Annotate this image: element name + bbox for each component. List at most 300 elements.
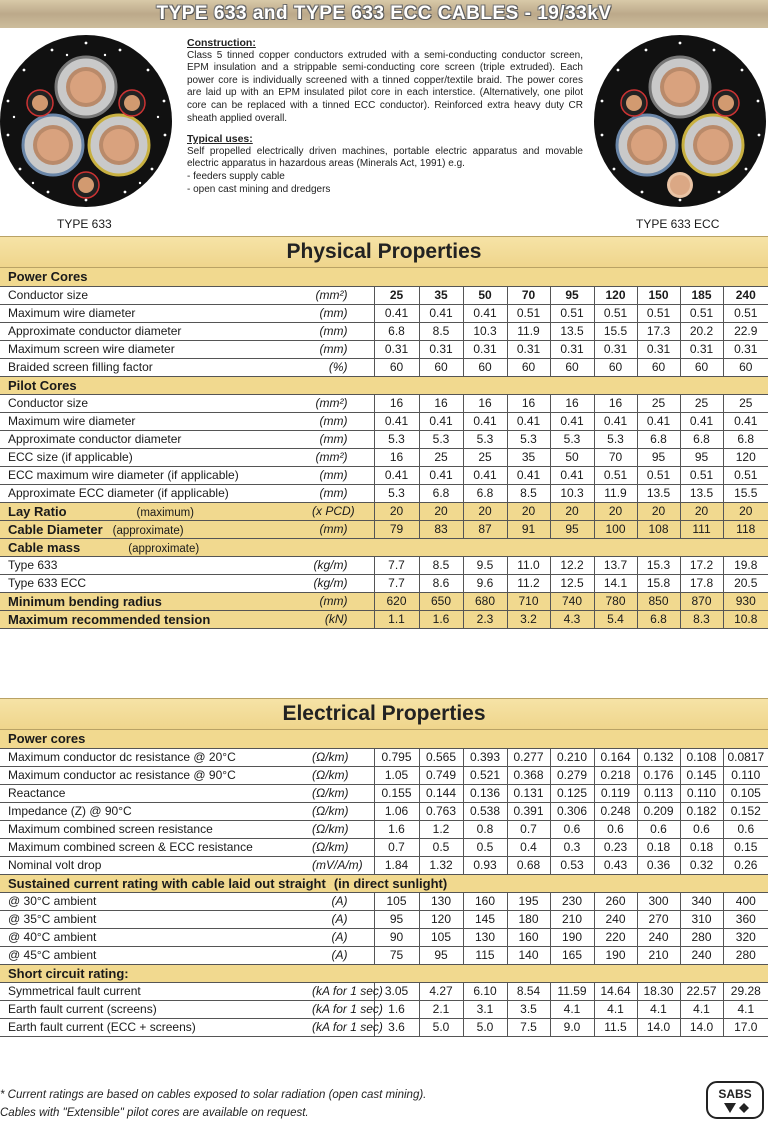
table-cell: 0.209 — [637, 802, 680, 820]
table-cell: 20 — [463, 502, 507, 520]
table-cell: 0.763 — [419, 802, 463, 820]
table-cell: 22.9 — [723, 322, 768, 340]
table-cell: 0.32 — [680, 856, 723, 874]
table-cell: 90 — [374, 928, 419, 946]
table-cell: 0.279 — [550, 766, 594, 784]
table-cell: 60 — [463, 358, 507, 376]
table-cell: 0.6 — [550, 820, 594, 838]
table-cell: 60 — [594, 358, 637, 376]
table-row — [0, 1018, 768, 1036]
row-unit: (mm²) — [312, 448, 374, 466]
table-cell: 0.105 — [723, 784, 768, 802]
table-cell: 0.41 — [507, 412, 550, 430]
row-label: Symmetrical fault current — [8, 984, 141, 998]
table-cell: 260 — [594, 892, 637, 910]
row-unit: (kg/m) — [312, 574, 374, 592]
row-unit: (mm) — [312, 322, 374, 340]
typical-uses-heading: Typical uses: — [187, 133, 253, 146]
row-label: Lay Ratio — [8, 503, 67, 519]
table-cell: 0.31 — [594, 340, 637, 358]
table-cell: 0.51 — [723, 466, 768, 484]
table-cell: 11.0 — [507, 556, 550, 574]
table-cell: 850 — [637, 592, 680, 610]
table-cell: 280 — [723, 946, 768, 964]
table-cell: 0.41 — [374, 466, 419, 484]
group-label: Sustained current rating with cable laid out straight — [8, 875, 326, 891]
table-cell: 20 — [680, 502, 723, 520]
table-cell: 25 — [374, 286, 419, 304]
row-unit: (A) — [312, 928, 374, 946]
electrical-properties-header: Electrical Properties — [0, 698, 768, 730]
table-cell: 310 — [680, 910, 723, 928]
table-cell: 1.06 — [374, 802, 419, 820]
table-cell: 14.0 — [637, 1018, 680, 1036]
table-cell: 1.05 — [374, 766, 419, 784]
group-note: (in direct sunlight) — [333, 875, 448, 891]
table-cell: 13.5 — [637, 484, 680, 502]
table-cell: 0.110 — [723, 766, 768, 784]
table-cell: 160 — [463, 892, 507, 910]
table-row — [0, 304, 768, 322]
table-cell: 0.23 — [594, 838, 637, 856]
table-cell: 95 — [637, 448, 680, 466]
table-cell: 3.05 — [374, 982, 419, 1000]
table-cell: 0.132 — [637, 748, 680, 766]
table-cell: 4.1 — [594, 1000, 637, 1018]
table-cell: 0.41 — [594, 412, 637, 430]
table-cell: 240 — [723, 286, 768, 304]
table-cell: 0.51 — [637, 466, 680, 484]
table-cell: 0.41 — [463, 466, 507, 484]
table-cell: 4.1 — [680, 1000, 723, 1018]
table-cell: 95 — [374, 910, 419, 928]
table-cell: 0.41 — [550, 412, 594, 430]
table-cell: 0.15 — [723, 838, 768, 856]
table-cell: 710 — [507, 592, 550, 610]
table-cell: 0.210 — [550, 748, 594, 766]
table-cell: 15.5 — [594, 322, 637, 340]
row-unit: (%) — [312, 358, 374, 376]
physical-properties-table — [0, 268, 768, 629]
table-cell: 5.3 — [374, 484, 419, 502]
table-cell: 20 — [723, 502, 768, 520]
table-cell: 195 — [507, 892, 550, 910]
table-cell: 16 — [463, 394, 507, 412]
table-cell: 0.155 — [374, 784, 419, 802]
table-cell: 0.182 — [680, 802, 723, 820]
table-cell: 0.7 — [374, 838, 419, 856]
table-cell: 210 — [637, 946, 680, 964]
table-cell: 300 — [637, 892, 680, 910]
table-cell: 0.144 — [419, 784, 463, 802]
typical-uses-text: Self propelled electrically driven machines, portable electric apparatus and movable electric apparatus in hazardous areas (Minerals Act, 1991) e.g. — [187, 145, 583, 170]
footnote-current-ratings: * Current ratings are based on cables exposed to solar radiation (open cast mining). — [0, 1089, 427, 1101]
table-cell: 3.1 — [463, 1000, 507, 1018]
table-cell: 50 — [463, 286, 507, 304]
table-cell: 17.0 — [723, 1018, 768, 1036]
row-unit: (kg/m) — [312, 556, 374, 574]
table-cell: 105 — [374, 892, 419, 910]
table-cell: 0.53 — [550, 856, 594, 874]
table-cell: 0.6 — [723, 820, 768, 838]
table-cell: 7.7 — [374, 556, 419, 574]
row-unit: (mm) — [312, 412, 374, 430]
table-cell: 230 — [550, 892, 594, 910]
row-unit: (mm) — [312, 520, 374, 538]
sabs-logo — [706, 1081, 764, 1119]
table-cell: 20 — [507, 502, 550, 520]
row-label: Type 633 ECC — [8, 576, 87, 590]
table-cell: 79 — [374, 520, 419, 538]
group-label: Power cores — [8, 731, 86, 747]
table-row — [0, 520, 768, 538]
table-cell: 0.41 — [680, 412, 723, 430]
table-cell: 0.136 — [463, 784, 507, 802]
table-cell: 5.3 — [463, 430, 507, 448]
table-cell: 29.28 — [723, 982, 768, 1000]
table-cell: 0.749 — [419, 766, 463, 784]
table-cell: 240 — [637, 928, 680, 946]
row-unit: (mV/A/m) — [312, 856, 374, 874]
row-label: Cable Diameter — [8, 521, 103, 537]
table-cell: 0.113 — [637, 784, 680, 802]
table-cell: 35 — [419, 286, 463, 304]
table-cell: 0.41 — [374, 304, 419, 322]
table-row — [0, 394, 768, 412]
table-cell: 0.248 — [594, 802, 637, 820]
table-cell: 0.31 — [637, 340, 680, 358]
table-cell: 0.51 — [594, 466, 637, 484]
table-row — [0, 784, 768, 802]
row-unit: (A) — [312, 946, 374, 964]
table-cell: 25 — [463, 448, 507, 466]
table-cell: 0.41 — [419, 466, 463, 484]
row-unit: (A) — [312, 892, 374, 910]
table-cell: 0.7 — [507, 820, 550, 838]
table-cell: 210 — [550, 910, 594, 928]
table-cell: 220 — [594, 928, 637, 946]
row-label: @ 40°C ambient — [8, 930, 97, 944]
table-row — [0, 448, 768, 466]
table-cell: 620 — [374, 592, 419, 610]
row-label: Maximum combined screen & ECC resistance — [8, 840, 253, 854]
table-cell: 0.565 — [419, 748, 463, 766]
row-label: Nominal volt drop — [8, 858, 102, 872]
sabs-logo-text: SABS — [718, 1087, 752, 1101]
row-label: Maximum wire diameter — [8, 414, 136, 428]
table-cell: 18.30 — [637, 982, 680, 1000]
row-label: Impedance (Z) @ 90°C — [8, 804, 132, 818]
row-label: @ 35°C ambient — [8, 912, 97, 926]
table-cell: 16 — [550, 394, 594, 412]
table-row — [0, 556, 768, 574]
table-row — [0, 322, 768, 340]
table-cell: 0.164 — [594, 748, 637, 766]
table-row — [0, 340, 768, 358]
type-633-cross-section-image — [0, 35, 172, 207]
table-cell: 6.8 — [680, 430, 723, 448]
group-label: Short circuit rating: — [8, 965, 129, 981]
table-cell: 0.26 — [723, 856, 768, 874]
table-cell: 150 — [637, 286, 680, 304]
table-cell: 4.3 — [550, 610, 594, 628]
table-cell: 145 — [463, 910, 507, 928]
table-cell: 680 — [463, 592, 507, 610]
table-cell: 0.51 — [507, 304, 550, 322]
table-cell: 240 — [594, 910, 637, 928]
table-cell: 0.119 — [594, 784, 637, 802]
table-row — [0, 574, 768, 592]
table-cell: 13.5 — [680, 484, 723, 502]
table-cell: 0.31 — [463, 340, 507, 358]
table-cell: 0.68 — [507, 856, 550, 874]
table-cell: 320 — [723, 928, 768, 946]
group-note: (approximate) — [128, 542, 200, 555]
table-cell: 0.31 — [680, 340, 723, 358]
table-cell: 14.64 — [594, 982, 637, 1000]
table-cell: 0.391 — [507, 802, 550, 820]
row-label: Maximum screen wire diameter — [8, 342, 175, 356]
table-cell: 0.41 — [419, 304, 463, 322]
table-cell: 16 — [507, 394, 550, 412]
typical-uses-item: - open cast mining and dredgers — [187, 183, 331, 195]
row-label: Maximum conductor dc resistance @ 20°C — [8, 750, 236, 764]
type-633-ecc-cross-section-image — [594, 35, 766, 207]
table-row — [0, 946, 768, 964]
group-label: Cable mass — [8, 539, 81, 555]
table-cell: 0.41 — [637, 412, 680, 430]
table-cell: 15.8 — [637, 574, 680, 592]
table-cell: 0.6 — [680, 820, 723, 838]
table-row — [0, 466, 768, 484]
row-label: Earth fault current (ECC + screens) — [8, 1020, 196, 1034]
row-unit: (mm) — [312, 466, 374, 484]
construction-heading: Construction: — [187, 37, 256, 49]
table-cell: 0.51 — [680, 304, 723, 322]
title-banner — [0, 0, 768, 28]
table-cell: 280 — [680, 928, 723, 946]
table-cell: 5.0 — [463, 1018, 507, 1036]
table-cell: 0.36 — [637, 856, 680, 874]
table-cell: 19.8 — [723, 556, 768, 574]
table-cell: 17.2 — [680, 556, 723, 574]
table-cell: 50 — [550, 448, 594, 466]
row-note: (approximate) — [112, 524, 184, 537]
table-cell: 0.31 — [419, 340, 463, 358]
table-cell: 4.1 — [723, 1000, 768, 1018]
table-cell: 95 — [680, 448, 723, 466]
table-cell: 0.538 — [463, 802, 507, 820]
table-cell: 0.0817 — [723, 748, 768, 766]
table-cell: 7.5 — [507, 1018, 550, 1036]
table-cell: 185 — [680, 286, 723, 304]
table-cell: 130 — [419, 892, 463, 910]
table-cell: 6.8 — [374, 322, 419, 340]
table-cell: 9.6 — [463, 574, 507, 592]
table-cell: 0.41 — [507, 466, 550, 484]
table-cell: 13.7 — [594, 556, 637, 574]
table-cell: 0.31 — [550, 340, 594, 358]
table-cell: 0.306 — [550, 802, 594, 820]
table-cell: 0.3 — [550, 838, 594, 856]
table-cell: 2.1 — [419, 1000, 463, 1018]
row-label: Approximate conductor diameter — [8, 324, 182, 338]
table-cell: 3.2 — [507, 610, 550, 628]
table-cell: 15.3 — [637, 556, 680, 574]
table-cell: 0.51 — [637, 304, 680, 322]
table-row — [0, 538, 768, 556]
table-cell: 12.5 — [550, 574, 594, 592]
table-row — [0, 802, 768, 820]
table-row — [0, 910, 768, 928]
row-unit: (Ω/km) — [312, 838, 374, 856]
table-cell: 5.0 — [419, 1018, 463, 1036]
table-cell: 6.8 — [419, 484, 463, 502]
table-cell: 0.176 — [637, 766, 680, 784]
table-cell: 115 — [463, 946, 507, 964]
table-cell: 16 — [374, 394, 419, 412]
table-cell: 14.0 — [680, 1018, 723, 1036]
row-label: @ 45°C ambient — [8, 948, 97, 962]
table-row — [0, 928, 768, 946]
construction-section — [187, 37, 583, 196]
table-cell: 5.3 — [507, 430, 550, 448]
table-cell: 4.1 — [637, 1000, 680, 1018]
row-label: Maximum conductor ac resistance @ 90°C — [8, 768, 236, 782]
table-row — [0, 730, 768, 748]
table-cell: 16 — [594, 394, 637, 412]
row-label: Maximum recommended tension — [8, 611, 211, 627]
table-row — [0, 1000, 768, 1018]
table-cell: 140 — [507, 946, 550, 964]
footnote-extensible-pilot: Cables with "Extensible" pilot cores are available on request. — [0, 1107, 309, 1119]
table-cell: 1.84 — [374, 856, 419, 874]
table-cell: 1.1 — [374, 610, 419, 628]
table-cell: 6.8 — [723, 430, 768, 448]
table-cell: 5.3 — [594, 430, 637, 448]
table-row — [0, 766, 768, 784]
table-cell: 0.41 — [374, 412, 419, 430]
table-cell: 120 — [594, 286, 637, 304]
table-cell: 6.10 — [463, 982, 507, 1000]
table-cell: 12.2 — [550, 556, 594, 574]
row-label: ECC size (if applicable) — [8, 450, 133, 464]
table-cell: 17.3 — [637, 322, 680, 340]
row-unit: (mm) — [312, 592, 374, 610]
row-label: Maximum wire diameter — [8, 306, 136, 320]
table-cell: 0.6 — [594, 820, 637, 838]
table-row — [0, 874, 768, 892]
table-cell: 190 — [550, 928, 594, 946]
row-unit: (Ω/km) — [312, 784, 374, 802]
table-cell: 5.3 — [419, 430, 463, 448]
table-cell: 0.5 — [419, 838, 463, 856]
table-cell: 0.4 — [507, 838, 550, 856]
row-label: Type 633 — [8, 558, 58, 572]
row-unit: (Ω/km) — [312, 802, 374, 820]
table-row — [0, 856, 768, 874]
table-cell: 0.131 — [507, 784, 550, 802]
table-cell: 0.145 — [680, 766, 723, 784]
table-cell: 190 — [594, 946, 637, 964]
table-row — [0, 820, 768, 838]
table-cell: 650 — [419, 592, 463, 610]
row-label: Approximate ECC diameter (if applicable) — [8, 486, 229, 500]
table-cell: 70 — [594, 448, 637, 466]
table-cell: 8.5 — [419, 556, 463, 574]
table-row — [0, 592, 768, 610]
table-row — [0, 430, 768, 448]
table-cell: 4.1 — [550, 1000, 594, 1018]
row-unit: (kA for 1 sec) — [312, 984, 383, 998]
table-cell: 0.795 — [374, 748, 419, 766]
table-cell: 0.93 — [463, 856, 507, 874]
table-cell: 60 — [550, 358, 594, 376]
table-cell: 20 — [550, 502, 594, 520]
table-cell: 95 — [550, 286, 594, 304]
row-label: Minimum bending radius — [8, 593, 162, 609]
table-cell: 20 — [374, 502, 419, 520]
row-label: Conductor size — [8, 396, 89, 410]
table-cell: 5.4 — [594, 610, 637, 628]
table-cell: 118 — [723, 520, 768, 538]
row-unit: (x PCD) — [312, 502, 374, 520]
table-cell: 0.110 — [680, 784, 723, 802]
table-cell: 0.41 — [463, 304, 507, 322]
table-cell: 1.2 — [419, 820, 463, 838]
table-cell: 9.5 — [463, 556, 507, 574]
left-image-caption: TYPE 633 — [57, 217, 112, 231]
table-cell: 3.5 — [507, 1000, 550, 1018]
table-cell: 180 — [507, 910, 550, 928]
table-cell: 0.31 — [374, 340, 419, 358]
table-cell: 10.3 — [463, 322, 507, 340]
table-cell: 11.59 — [550, 982, 594, 1000]
table-cell: 0.41 — [419, 412, 463, 430]
table-cell: 14.1 — [594, 574, 637, 592]
row-unit: (A) — [312, 910, 374, 928]
table-cell: 25 — [723, 394, 768, 412]
table-cell: 8.3 — [680, 610, 723, 628]
table-cell: 60 — [507, 358, 550, 376]
table-row — [0, 502, 768, 520]
table-cell: 120 — [419, 910, 463, 928]
table-cell: 3.6 — [374, 1018, 419, 1036]
table-cell: 6.8 — [637, 430, 680, 448]
table-cell: 75 — [374, 946, 419, 964]
table-cell: 91 — [507, 520, 550, 538]
table-cell: 0.31 — [723, 340, 768, 358]
table-cell: 4.27 — [419, 982, 463, 1000]
table-row — [0, 610, 768, 628]
table-cell: 25 — [680, 394, 723, 412]
table-cell: 6.8 — [637, 610, 680, 628]
row-unit: (kA for 1 sec) — [312, 1002, 383, 1016]
table-cell: 120 — [723, 448, 768, 466]
table-cell: 8.5 — [507, 484, 550, 502]
table-row — [0, 982, 768, 1000]
table-cell: 0.521 — [463, 766, 507, 784]
row-unit: (kA for 1 sec) — [312, 1020, 383, 1034]
physical-properties-header: Physical Properties — [0, 236, 768, 268]
table-cell: 20 — [419, 502, 463, 520]
table-cell: 0.41 — [463, 412, 507, 430]
row-label: Conductor size — [8, 288, 89, 302]
row-label: Reactance — [8, 786, 66, 800]
table-cell: 8.6 — [419, 574, 463, 592]
table-row — [0, 358, 768, 376]
row-label: @ 30°C ambient — [8, 894, 97, 908]
